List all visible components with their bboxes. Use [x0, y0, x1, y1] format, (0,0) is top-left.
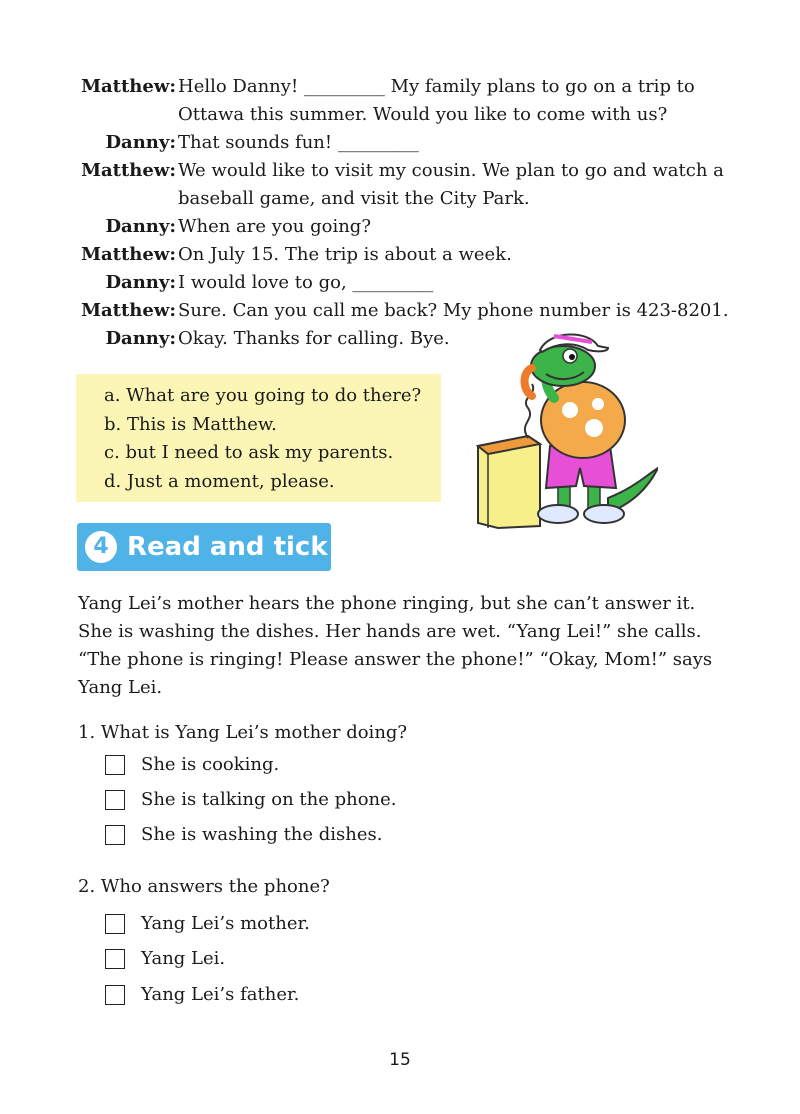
option-row	[105, 753, 279, 777]
answer-choice: c. but I need to ask my parents.	[104, 442, 394, 463]
dialogue-line	[0, 129, 800, 157]
dialogue-line	[0, 325, 800, 353]
dialogue-line	[0, 157, 800, 185]
dialogue-line	[0, 269, 800, 297]
dialogue-line	[0, 185, 800, 213]
tick-checkbox[interactable]	[105, 790, 125, 810]
option-label: Yang Lei’s mother.	[141, 913, 310, 934]
line-text: We would like to visit my cousin. We plan to go and watch a	[178, 160, 724, 181]
dialogue-line	[0, 213, 800, 241]
option-row	[105, 823, 383, 847]
speaker-name: Matthew:	[81, 76, 176, 97]
question-2: 2. Who answers the phone?	[78, 876, 330, 897]
speaker-name: Matthew:	[81, 244, 176, 265]
reading-passage	[78, 590, 738, 702]
line-text: On July 15. The trip is about a week.	[178, 244, 512, 265]
answer-choice: d. Just a moment, please.	[104, 470, 335, 492]
speaker-name: Danny:	[105, 216, 176, 237]
speaker-name: Danny:	[105, 272, 176, 293]
tick-checkbox[interactable]	[105, 949, 125, 969]
passage-line: Yang Lei’s mother hears the phone ringing, but she can’t answer it.	[78, 593, 696, 614]
option-row	[105, 788, 397, 812]
dialogue-line	[0, 101, 800, 129]
line-text: That sounds fun! _________	[178, 132, 419, 153]
option-label: She is talking on the phone.	[141, 789, 397, 810]
speaker-name: Danny:	[105, 328, 176, 349]
line-text: Okay. Thanks for calling. Bye.	[178, 328, 450, 349]
passage-line: “The phone is ringing! Please answer the phone!” “Okay, Mom!” says	[78, 649, 713, 670]
answer-choice: a. What are you going to do there?	[104, 385, 422, 406]
section-number: 4	[85, 531, 117, 563]
tick-checkbox[interactable]	[105, 825, 125, 845]
dialogue-line	[0, 297, 800, 325]
option-label: She is washing the dishes.	[141, 824, 383, 845]
dialogue-line	[0, 73, 800, 101]
option-row	[105, 947, 225, 971]
tick-checkbox[interactable]	[105, 985, 125, 1005]
speaker-name: Matthew:	[81, 300, 176, 321]
speaker-name: Matthew:	[81, 160, 176, 181]
answer-choice: b. This is Matthew.	[104, 413, 277, 435]
tick-checkbox[interactable]	[105, 755, 125, 775]
dinosaur-phone-illustration	[458, 328, 658, 544]
speaker-name: Danny:	[105, 132, 176, 153]
answer-choices-box	[76, 374, 441, 502]
option-label: Yang Lei.	[141, 948, 226, 969]
line-text: When are you going?	[178, 216, 371, 237]
question-1: 1. What is Yang Lei’s mother doing?	[78, 722, 408, 743]
line-text: baseball game, and visit the City Park.	[178, 188, 530, 209]
line-text: Ottawa this summer. Would you like to come with us?	[178, 104, 668, 125]
section-heading	[77, 523, 331, 571]
tick-checkbox[interactable]	[105, 914, 125, 934]
line-text: I would love to go, _________	[178, 272, 434, 293]
passage-line: She is washing the dishes. Her hands are wet. “Yang Lei!” she calls.	[78, 621, 702, 642]
option-label: Yang Lei’s father.	[141, 984, 300, 1005]
option-row	[105, 912, 310, 936]
passage-line: Yang Lei.	[78, 677, 163, 698]
dinosaur-on-phone-icon	[458, 328, 658, 540]
dialogue-line	[0, 241, 800, 269]
page-number: 15	[389, 1050, 411, 1070]
line-text: Sure. Can you call me back? My phone number is 423-8201.	[178, 300, 729, 321]
line-text: Hello Danny! _________ My family plans to go on a trip to	[178, 76, 695, 97]
section-title: Read and tick	[127, 532, 328, 562]
option-row	[105, 983, 299, 1007]
option-label: She is cooking.	[141, 754, 280, 775]
